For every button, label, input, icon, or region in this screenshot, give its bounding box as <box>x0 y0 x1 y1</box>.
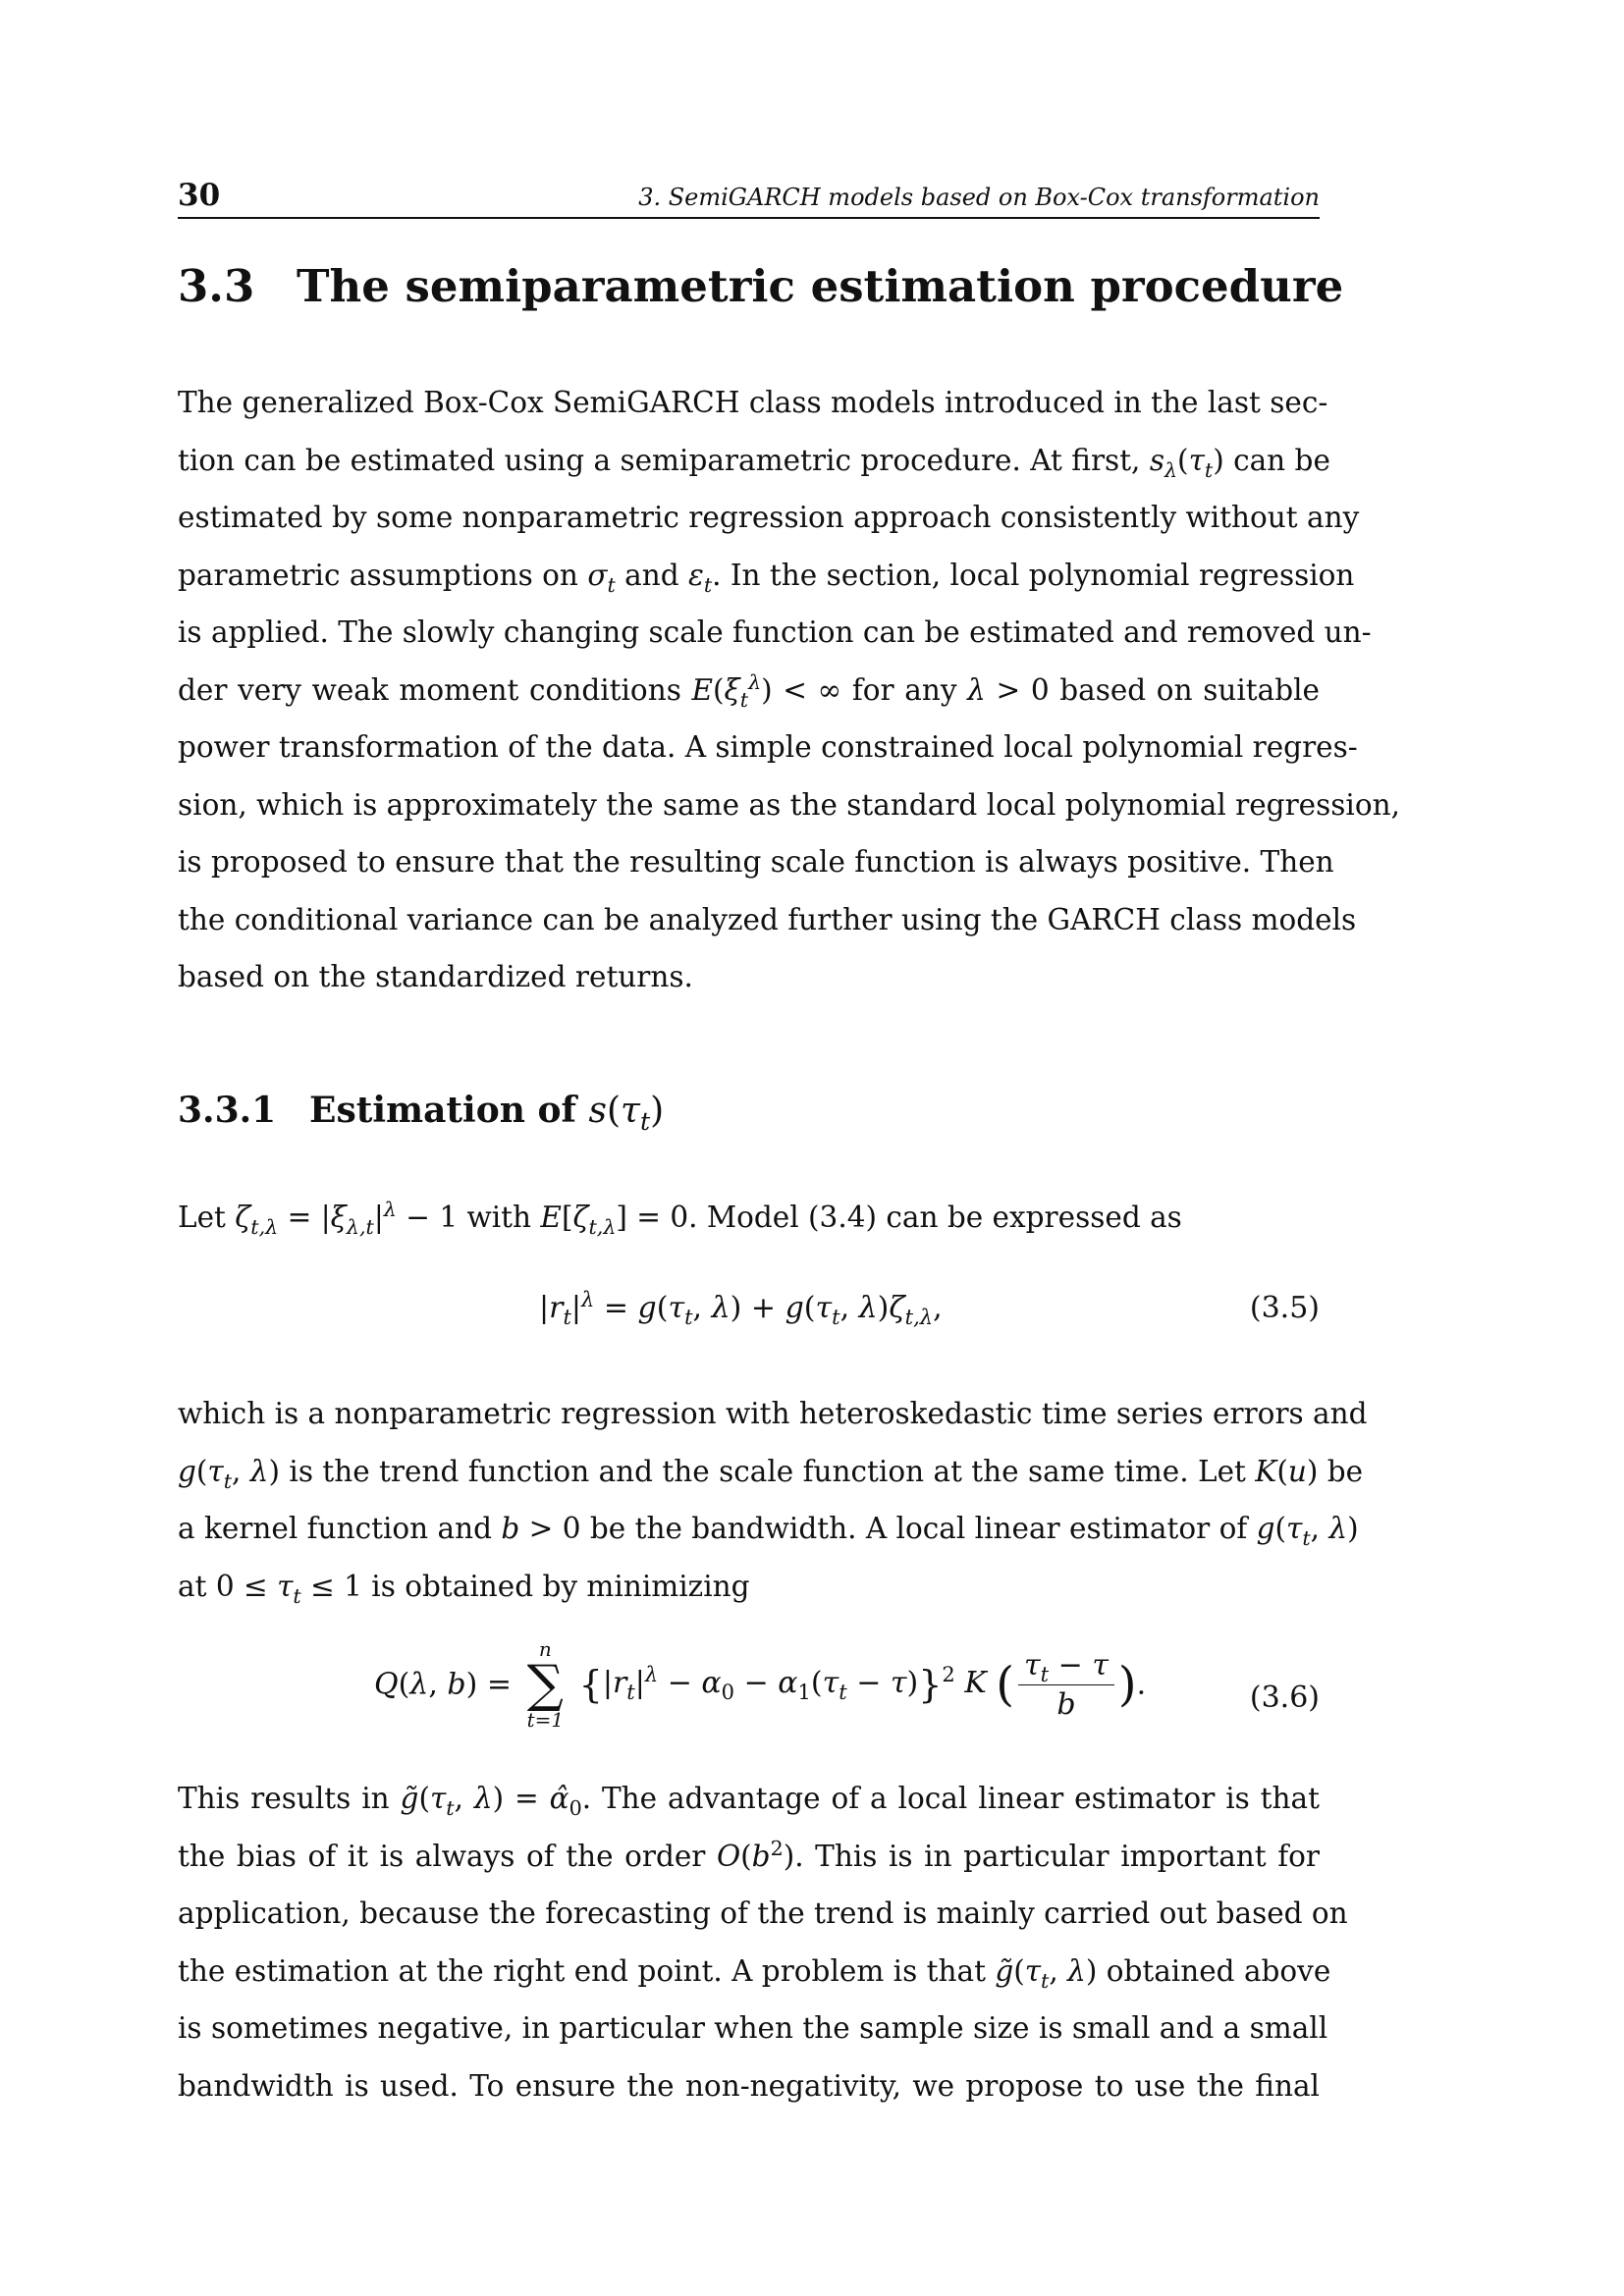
text-line: is sometimes negative, in particular when the sample size is small and a small <box>178 2011 1328 2045</box>
sum-lower-limit: t=1 <box>526 1708 565 1732</box>
paragraph-intro <box>178 374 1400 1006</box>
text-line: parametric assumptions on $\sigma_t$ and $\varepsilon_t$. In the section, local polynomial regression <box>178 558 1355 597</box>
text-line: which is a nonparametric regression with heteroskedastic time series errors and <box>178 1397 1368 1430</box>
subsection-heading: 3.3.1 Estimation of $s(\tau_t)$ <box>178 1090 665 1137</box>
section-number: 3.3 <box>178 260 255 312</box>
text-line: power transformation of the data. A simple constrained local polynomial regres- <box>178 730 1358 764</box>
subsection-number: 3.3.1 <box>178 1090 277 1131</box>
equation-3-6-tag: (3.6) <box>1249 1681 1320 1715</box>
text-line: the estimation at the right end point. A problem is that $g̃(\tau_t$, λ) obtained above <box>178 1953 1331 1993</box>
text-line: based on the standardized returns. <box>178 960 693 993</box>
text-line: $g(\tau_t$, λ) is the trend function and the scale function at the same time. Let K(u) be <box>178 1454 1364 1493</box>
page-header <box>178 174 1320 219</box>
kernel-fraction: $\frac{\tau_t - \tau}{b}$ <box>1018 1648 1114 1722</box>
equation-3-6 <box>178 1639 1320 1757</box>
text-line: is proposed to ensure that the resulting scale function is always positive. Then <box>178 845 1334 879</box>
text-line: der very weak moment conditions $E(\xi_t^\lambda)$ < ∞ for any λ > 0 based on suitable <box>178 669 1320 712</box>
text-line: estimated by some nonparametric regression approach consistently without any <box>178 501 1360 534</box>
text-line: sion, which is approximately the same as the standard local polynomial regression, <box>178 787 1400 822</box>
text-line: Let $\zeta_{t,\lambda} = |\xi_{\lambda,t}|^\lambda - 1$ with $E[\zeta_{t,\lambda}] = 0$. Model (3.4) can be expressed as <box>178 1198 1182 1239</box>
paragraph-estimator <box>178 1770 1348 2114</box>
paragraph-model <box>178 1189 1320 1247</box>
text-line: This results in $g̃(\tau_t$, $\lambda) = \alphâ_0$. The advantage of a local linear estimator is that <box>178 1782 1320 1820</box>
text-line: tion can be estimated using a semiparametric procedure. At first, $s_\lambda(\tau_t)$ can be <box>178 443 1330 482</box>
text-line: bandwidth is used. To ensure the non-negativity, we propose to use the final <box>178 2068 1320 2103</box>
text-line: the conditional variance can be analyzed further using the GARCH class models <box>178 902 1357 936</box>
text-line: application, because the forecasting of the trend is mainly carried out based on <box>178 1896 1348 1930</box>
page-number: 30 <box>178 178 221 213</box>
section-heading <box>178 260 1343 312</box>
text-line: at $0 \le \tau_t \le 1$ is obtained by minimizing <box>178 1569 750 1608</box>
equation-3-5 <box>178 1288 1320 1334</box>
text-line: The generalized Box-Cox SemiGARCH class models introduced in the last sec- <box>178 386 1328 419</box>
text-line: is applied. The slowly changing scale function can be estimated and removed un- <box>178 615 1372 649</box>
text-line: the bias of it is always of the order $O(b^2)$. This is in particular important for <box>178 1836 1320 1873</box>
equation-3-5-tag: (3.5) <box>1249 1291 1320 1325</box>
section-title: The semiparametric estimation procedure <box>297 260 1344 312</box>
running-title: 3. SemiGARCH models based on Box-Cox transformation <box>638 184 1320 211</box>
sum-upper-limit: n <box>538 1637 552 1661</box>
paragraph-regression <box>178 1385 1368 1615</box>
text-line: a kernel function and b > 0 be the bandwidth. A local linear estimator of $g(\tau_t$, λ) <box>178 1512 1359 1550</box>
equation-3-6-body: Q(λ, b) = n ∑ t=1 $\{|r_t|^\lambda - \alpha_0 - \alpha_1(\tau_t - \tau)\}^2$ K ( $\frac{\tau_t - \tau}{b}$ ). <box>374 1637 1147 1732</box>
summation: n ∑ t=1 <box>526 1637 565 1732</box>
subsection-title: Estimation of <box>309 1090 589 1131</box>
equation-3-5-body: $|r_t|^\lambda = g(\tau_t$, $\lambda) + g(\tau_t$, $\lambda)\zeta_{t,\lambda}$, <box>539 1288 943 1329</box>
